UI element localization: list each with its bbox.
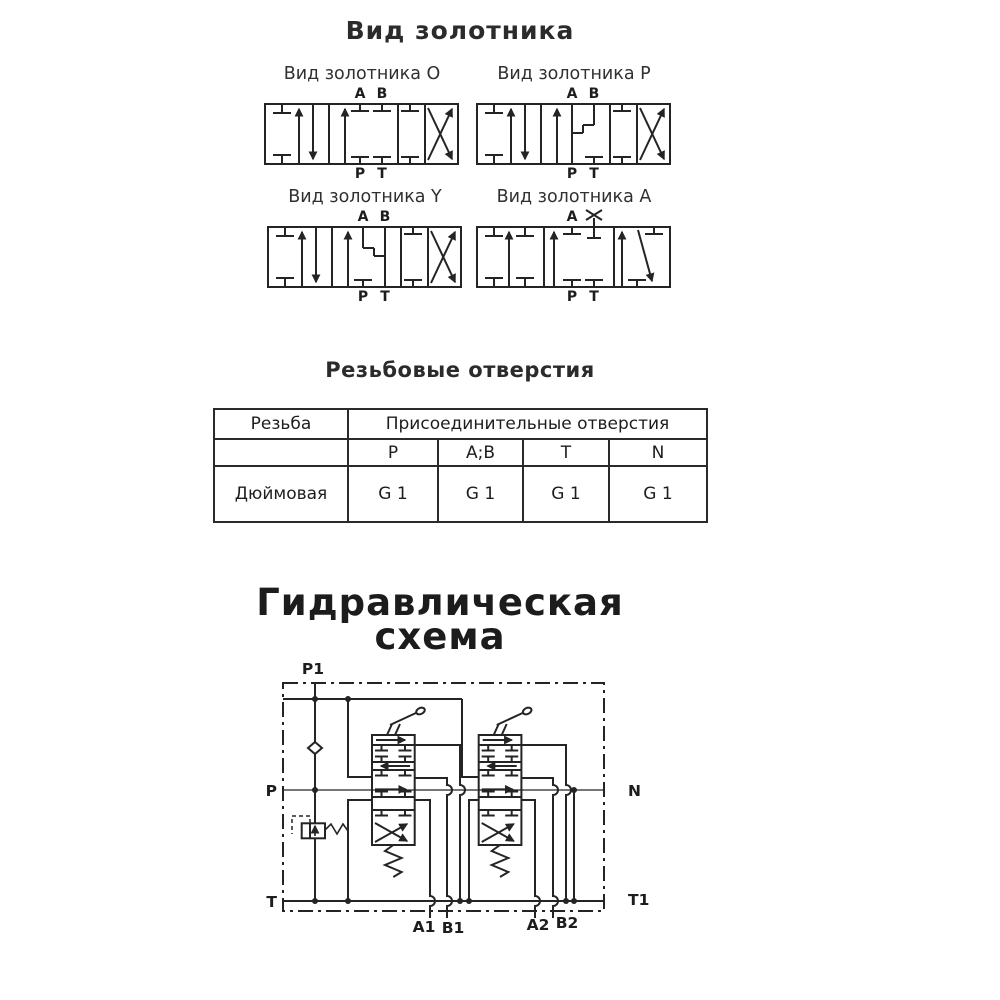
piping-lines <box>283 683 604 918</box>
port-label-p1: P1 <box>301 660 325 678</box>
spool-diagram-y <box>260 203 470 303</box>
port-label-a: A <box>566 209 578 225</box>
port-label-b1: B1 <box>441 919 465 937</box>
spool-a-label: Вид золотника A <box>496 187 652 207</box>
valve2-feed-branch <box>462 699 479 777</box>
subheader-t: T <box>523 439 609 466</box>
port-label-a1: A1 <box>412 918 436 936</box>
p-to-ab-link-icon <box>572 104 594 164</box>
spool-p-label: Вид золотника P <box>497 64 651 84</box>
thread-section-title: Резьбовые отверстия <box>325 358 595 382</box>
plugged-port-stub <box>585 218 603 287</box>
spring-icon <box>385 845 402 877</box>
port-label-a: A <box>566 86 578 102</box>
cell-ab: G 1 <box>438 466 523 522</box>
lever-knob-icon <box>415 706 426 715</box>
port-label-n: N <box>628 782 641 800</box>
cell-p: G 1 <box>348 466 438 522</box>
table-header-thread: Резьба <box>214 409 348 439</box>
blocked-port-icon <box>485 227 503 287</box>
valve1-right-return <box>415 745 465 901</box>
port-label-t: T <box>266 893 277 911</box>
valve-body <box>477 227 670 287</box>
port-label-b2: B2 <box>555 914 579 932</box>
subheader-p: P <box>348 439 438 466</box>
check-valve-icon <box>308 742 322 754</box>
row-label: Дюймовая <box>214 466 348 522</box>
diagonal-flow-icon <box>638 230 652 281</box>
port-label-p: P <box>265 782 277 800</box>
schematic-section-title: Гидравлическая схема <box>256 581 624 658</box>
spool-o-label: Вид золотника O <box>283 64 441 84</box>
valve-body <box>268 227 461 287</box>
valve-body <box>265 104 458 164</box>
port-label-t: T <box>377 166 387 180</box>
blocked-port-icon <box>585 157 603 164</box>
blocked-port-icon <box>404 227 422 287</box>
blocked-port-icon <box>273 104 291 164</box>
relief-valve-icon <box>292 816 348 838</box>
port-label-t: T <box>380 289 390 303</box>
subheader-ab: A;B <box>438 439 523 466</box>
valve1-feed-branch <box>348 699 372 777</box>
cell-t: G 1 <box>523 466 609 522</box>
port-label-t1: T1 <box>628 891 650 909</box>
relief-spring-icon <box>325 824 348 834</box>
blocked-port-icon <box>645 227 663 234</box>
port-label-b: B <box>376 86 388 102</box>
control-valve-2 <box>479 706 533 877</box>
table-header-ports: Присоединительные отверстия <box>348 409 707 439</box>
spool-y-label: Вид золотника Y <box>288 187 442 207</box>
port-label-a2: A2 <box>526 916 550 934</box>
port-label-p: P <box>357 289 369 303</box>
blocked-port-icon <box>516 227 534 287</box>
spool-diagram-p <box>469 80 679 180</box>
thread-table <box>213 408 708 523</box>
cell-n: G 1 <box>609 466 707 522</box>
spool-section-title: Вид золотника <box>345 16 575 45</box>
spool-diagram-a <box>469 203 679 303</box>
blocked-port-icon <box>485 104 503 164</box>
blocked-port-icon <box>613 104 631 164</box>
valve1-left-return <box>348 800 372 901</box>
blocked-port-icon <box>401 104 419 164</box>
port-label-b: B <box>588 86 600 102</box>
blocked-port-icon <box>276 227 294 287</box>
lever-icon <box>387 713 417 736</box>
port-label-t: T <box>589 289 599 303</box>
blocked-port-icon <box>354 280 372 287</box>
table-row <box>214 466 707 522</box>
port-label-a: A <box>354 86 366 102</box>
blocked-port-icon <box>563 227 581 287</box>
port-label-b: B <box>379 209 391 225</box>
valve2-right-return <box>521 745 571 901</box>
port-label-p: P <box>566 166 578 180</box>
port-label-p: P <box>566 289 578 303</box>
port-label-p: P <box>354 166 366 180</box>
control-valve-1 <box>372 706 426 877</box>
valve-block-boundary <box>283 683 604 911</box>
closed-center-icon <box>351 104 391 164</box>
blocked-port-icon <box>628 280 646 287</box>
spool-diagram-o <box>257 80 467 180</box>
port-label-t: T <box>589 166 599 180</box>
port-label-a: A <box>357 209 369 225</box>
ab-to-t-link-icon <box>363 227 385 287</box>
subheader-n: N <box>609 439 707 466</box>
empty-cell <box>214 439 348 466</box>
hydraulic-schematic <box>240 655 680 955</box>
valve2-left-return <box>469 800 479 901</box>
